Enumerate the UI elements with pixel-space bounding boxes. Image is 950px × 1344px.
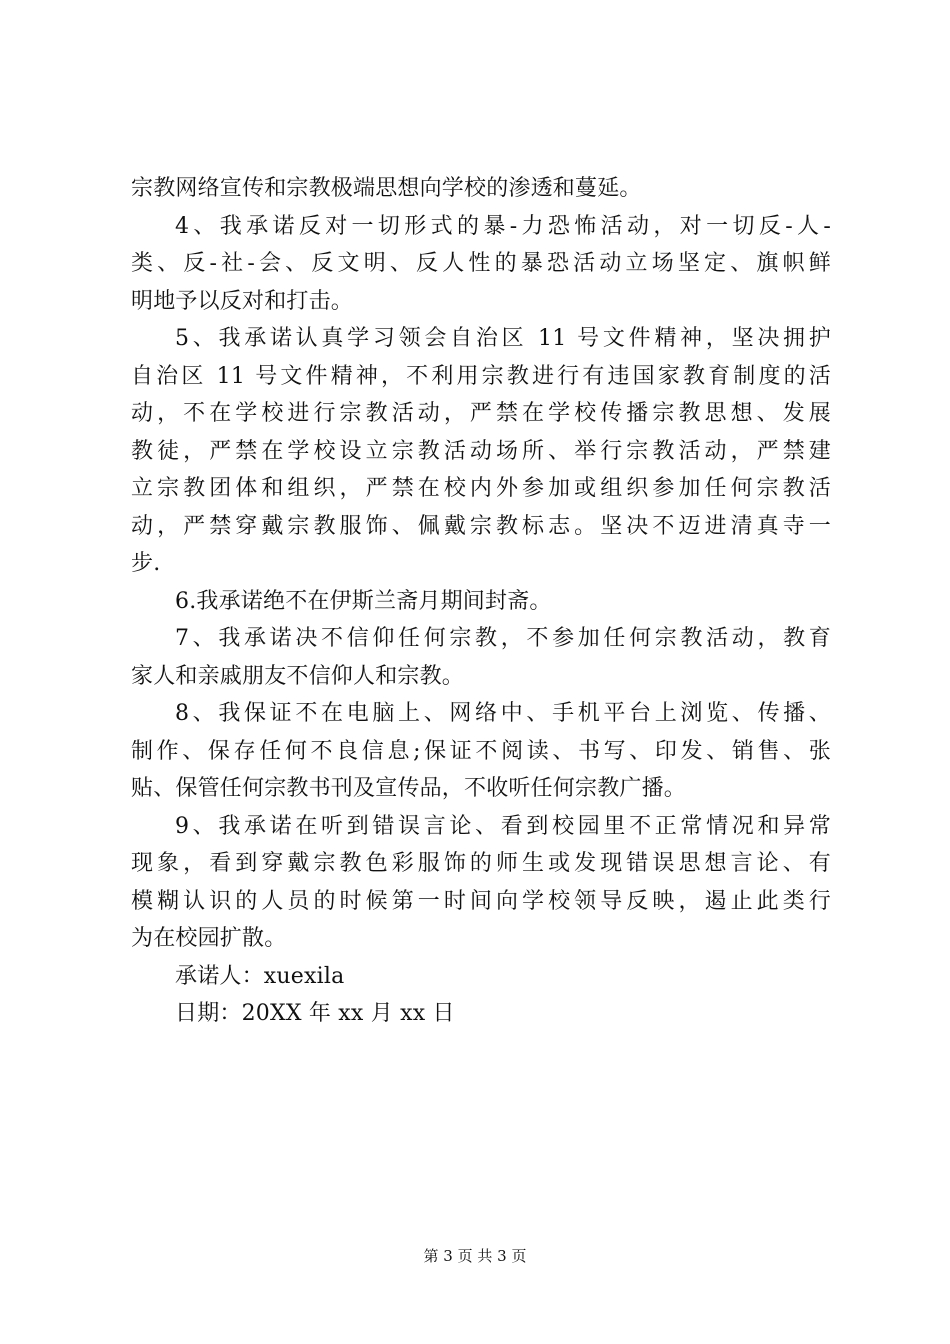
document-line: 宗教网络宣传和宗教极端思想向学校的渗透和蔓延。 bbox=[131, 176, 642, 201]
document-line: 现象，看到穿戴宗教色彩服饰的师生或发现错误思想言论、有 bbox=[131, 851, 831, 876]
document-line: 教徒，严禁在学校设立宗教活动场所、举行宗教活动，严禁建 bbox=[131, 438, 831, 464]
document-line: 日期：20XX 年 xx 月 xx 日 bbox=[175, 1001, 455, 1026]
document-line: 动，不在学校进行宗教活动，严禁在学校传播宗教思想、发展 bbox=[131, 401, 831, 426]
document-body bbox=[131, 170, 831, 1033]
document-line: 明地予以反对和打击。 bbox=[131, 288, 354, 314]
document-line: 6.我承诺绝不在伊斯兰斋月期间封斋。 bbox=[175, 588, 552, 614]
document-line: 类、反-社-会、反文明、反人性的暴恐活动立场坚定、旗帜鲜 bbox=[131, 251, 831, 276]
document-line: 为在校园扩散。 bbox=[131, 926, 287, 951]
document-line: 7、我承诺决不信仰任何宗教，不参加任何宗教活动，教育 bbox=[175, 626, 831, 651]
document-line: 9、我承诺在听到错误言论、看到校园里不正常情况和异常 bbox=[175, 813, 831, 839]
document-line: 家人和亲戚朋友不信仰人和宗教。 bbox=[131, 663, 465, 689]
document-line: 立宗教团体和组织，严禁在校内外参加或组织参加任何宗教活 bbox=[131, 476, 831, 501]
document-line: 5、我承诺认真学习领会自治区 11 号文件精神，坚决拥护 bbox=[175, 326, 831, 351]
document-line: 制作、保存任何不良信息;保证不阅读、书写、印发、销售、张 bbox=[131, 738, 831, 764]
document-line: 4、我承诺反对一切形式的暴-力恐怖活动，对一切反-人- bbox=[175, 213, 831, 239]
document-line: 模糊认识的人员的时候第一时间向学校领导反映，遏止此类行 bbox=[131, 888, 831, 914]
document-line: 动，严禁穿戴宗教服饰、佩戴宗教标志。坚决不迈进清真寺一 bbox=[131, 513, 831, 539]
page-footer: 第 3 页 共 3 页 bbox=[423, 1247, 527, 1265]
document-line: 自治区 11 号文件精神，不利用宗教进行有违国家教育制度的活 bbox=[131, 363, 831, 389]
document-line: 步. bbox=[131, 551, 161, 576]
document-line: 贴、保管任何宗教书刊及宣传品，不收听任何宗教广播。 bbox=[131, 776, 687, 801]
document-line: 承诺人：xuexila bbox=[175, 963, 345, 989]
document-line: 8、我保证不在电脑上、网络中、手机平台上浏览、传播、 bbox=[175, 701, 831, 726]
